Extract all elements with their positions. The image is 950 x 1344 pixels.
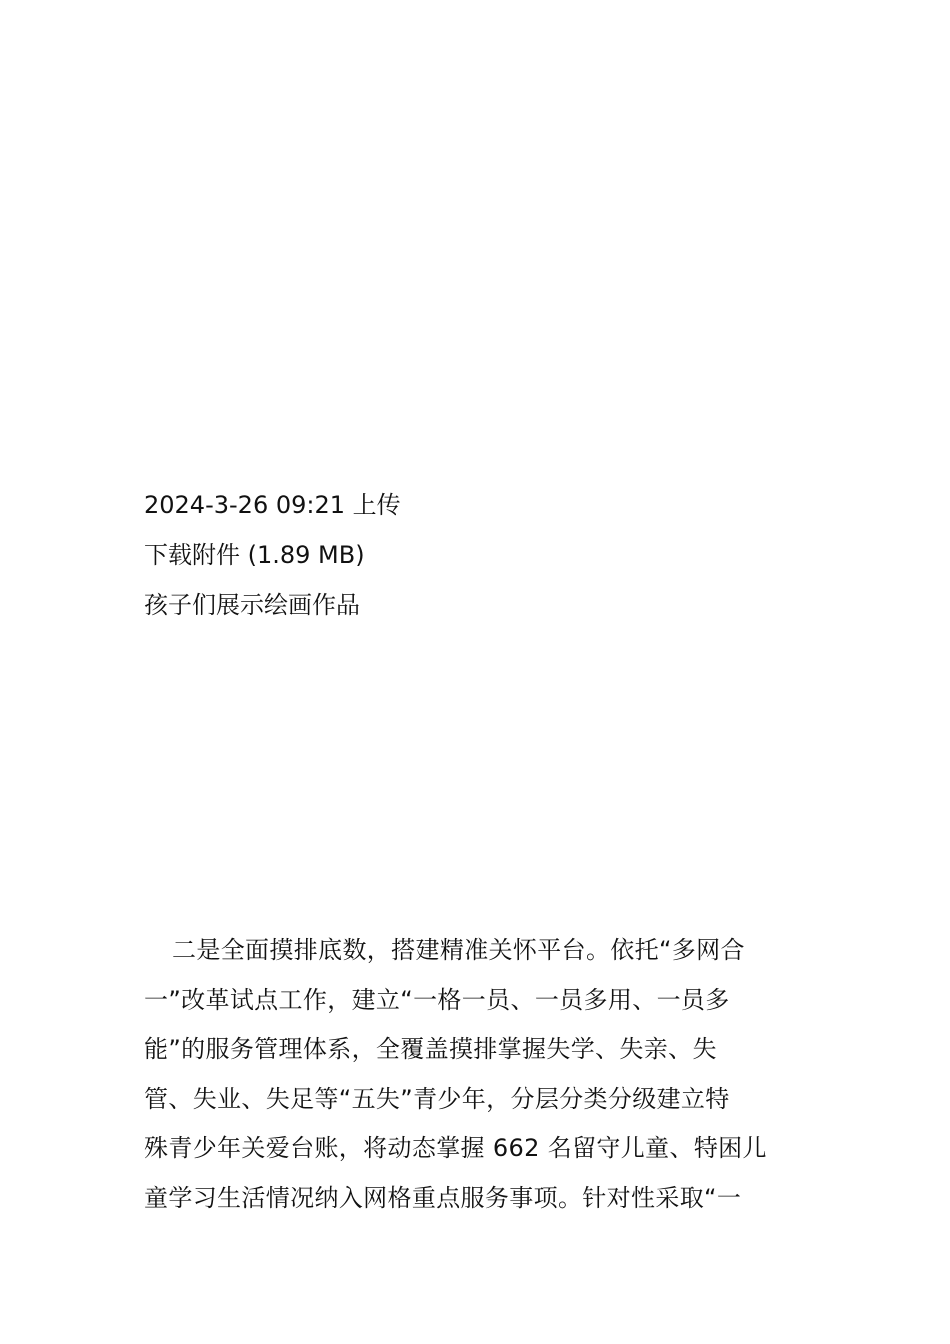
paragraph-line: 一”改革试点工作，建立“一格一员、一员多用、一员多 (144, 985, 730, 1014)
article-paragraph (144, 926, 808, 1223)
upload-timestamp: 2024-3-26 09:21 上传 (144, 491, 401, 519)
paragraph-line: 童学习生活情况纳入网格重点服务事项。针对性采取“一 (144, 1183, 742, 1212)
image-caption: 孩子们展示绘画作品 (144, 591, 360, 619)
paragraph-line: 管、失业、失足等“五失”青少年，分层分类分级建立特 (144, 1084, 730, 1113)
paragraph-line: 殊青少年关爱台账，将动态掌握 662 名留守儿童、特困儿 (144, 1134, 767, 1162)
attachment-info (144, 480, 804, 630)
download-attachment-link[interactable]: 下载附件 (1.89 MB) (144, 541, 365, 569)
paragraph-line: 二是全面摸排底数，搭建精准关怀平台。依托“多网合 (172, 936, 745, 964)
paragraph-line: 能”的服务管理体系，全覆盖摸排掌握失学、失亲、失 (144, 1035, 717, 1063)
